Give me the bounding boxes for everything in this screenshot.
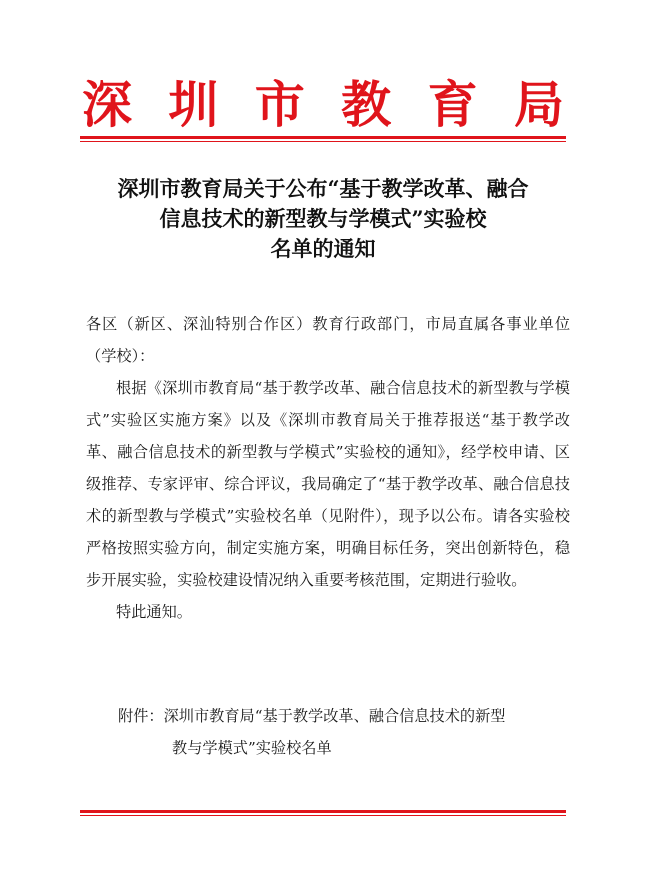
- masthead-char: 市: [254, 75, 305, 134]
- attachment-line-1: 附件：深圳市教育局“基于教学改革、融合信息技术的新型: [118, 707, 506, 725]
- masthead-char: 深: [82, 75, 132, 134]
- document-title: [80, 174, 566, 264]
- masthead-char: 教: [341, 75, 392, 134]
- masthead-char: 圳: [168, 75, 219, 134]
- title-line-3: 名单的通知: [270, 236, 376, 261]
- header-divider-thin: [80, 141, 566, 142]
- masthead-char: 育: [427, 75, 478, 134]
- salutation: 各区（新区、深汕特别合作区）教育行政部门，市局直属各事业单位（学校）：: [86, 315, 570, 365]
- masthead: [80, 75, 566, 134]
- document-body: [86, 308, 570, 628]
- attachment-line-2: 教与学模式”实验校名单: [172, 739, 332, 757]
- masthead-char: 局: [513, 75, 564, 134]
- title-line-2: 信息技术的新型教与学模式”实验校: [159, 206, 487, 231]
- footer-divider-thick: [80, 810, 566, 813]
- closing-line: 特此通知。: [116, 603, 192, 621]
- footer-divider-thin: [80, 815, 566, 816]
- attachment-note: [118, 700, 570, 764]
- title-line-1: 深圳市教育局关于公布“基于教学改革、融合: [117, 176, 529, 201]
- header-divider-thick: [80, 136, 566, 139]
- main-paragraph: 根据《深圳市教育局“基于教学改革、融合信息技术的新型教与学模式”实验区实施方案》以及《深圳市教育局关于推荐报送“基于教学改革、融合信息技术的新型教与学模式”实验校的通知》，经学校申请、区级推荐、专家评审、综合评议，我局确定了“基于教学改革、融合信息技术的新型教与学模式”实验校名单（见附件），现予以公布。请各实验校严格按照实验方向，制定实施方案，明确目标任务，突出创新特色，稳步开展实验，实验校建设情况纳入重要考核范围，定期进行验收。: [86, 379, 570, 589]
